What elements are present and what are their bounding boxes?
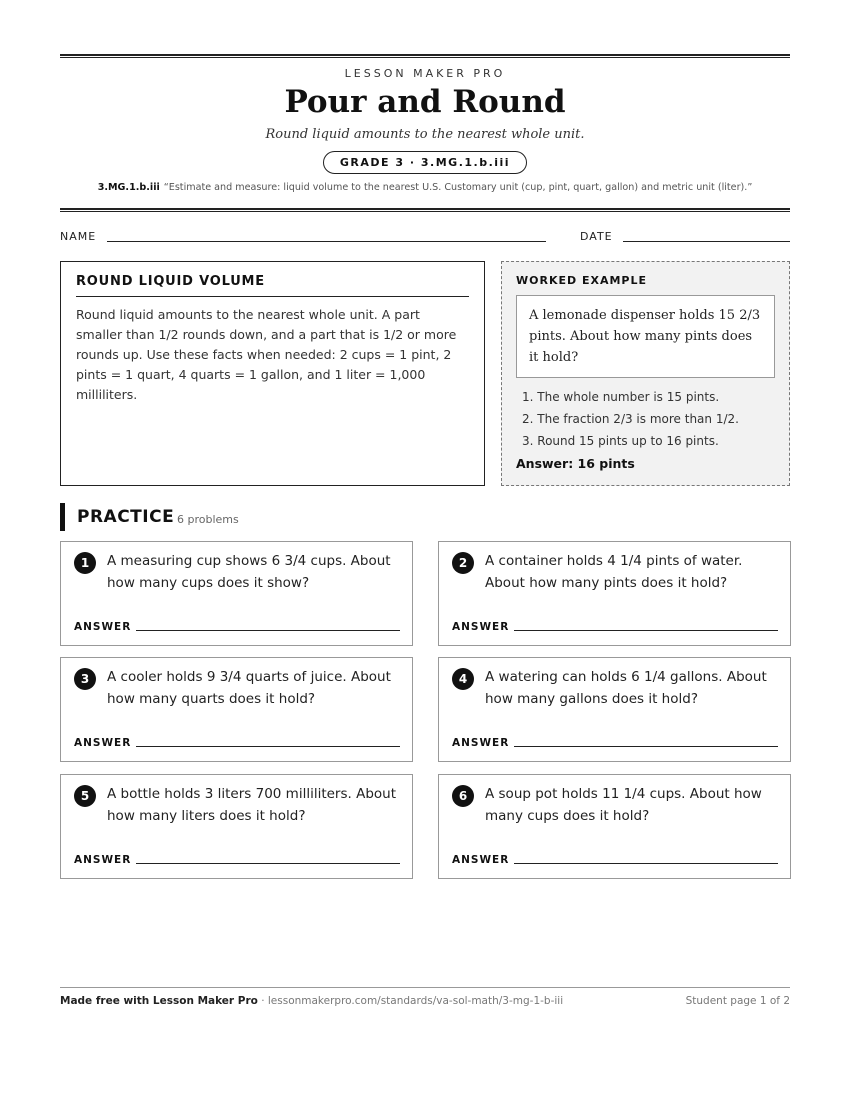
worked-example-answer: Answer: 16 pints (516, 456, 635, 471)
problem-text: A container holds 4 1/4 pints of water. About how many pints does it hold? (485, 553, 743, 591)
problem-card-6 (438, 774, 791, 879)
answer-label: ANSWER (452, 621, 510, 633)
answer-field[interactable] (514, 746, 778, 747)
worked-example-title: WORKED EXAMPLE (516, 274, 647, 287)
header-bottom-rule (60, 208, 790, 212)
date-field[interactable] (623, 241, 790, 242)
problem-card-5 (60, 774, 413, 879)
answer-field[interactable] (136, 746, 400, 747)
worked-example-steps (516, 386, 775, 452)
problem-number-badge: 2 (452, 552, 474, 574)
answer-label: ANSWER (74, 621, 132, 633)
problem-card-2 (438, 541, 791, 646)
problem-number-badge: 4 (452, 668, 474, 690)
footer-made-with: Made free with Lesson Maker Pro (60, 995, 258, 1007)
page-subtitle: Round liquid amounts to the nearest whole unit. (265, 127, 585, 142)
problem-number-badge: 1 (74, 552, 96, 574)
concept-title: ROUND LIQUID VOLUME (76, 274, 469, 297)
standard-code: 3.MG.1.b.iii (97, 182, 160, 193)
worked-step: 2. The fraction 2/3 is more than 1/2. (522, 412, 739, 426)
problem-number-badge: 3 (74, 668, 96, 690)
problem-text: A soup pot holds 11 1/4 cups. About how many cups does it hold? (485, 786, 762, 824)
footer-rule (60, 987, 790, 988)
name-field[interactable] (107, 241, 546, 242)
worksheet-page (60, 0, 790, 1100)
grade-pill-wrapper (60, 151, 790, 174)
problem-text: A bottle holds 3 liters 700 milliliters. About how many liters does it hold? (107, 786, 396, 824)
page-title: Pour and Round (284, 84, 566, 120)
answer-label: ANSWER (74, 737, 132, 749)
footer-page-number: Student page 1 of 2 (685, 995, 790, 1007)
answer-field[interactable] (514, 863, 778, 864)
date-label: DATE (580, 230, 613, 243)
header-top-rule (60, 54, 790, 58)
standard-text: “Estimate and measure: liquid volume to the nearest U.S. Customary unit (cup, pint, quart, gallon) and metric unit (liter).” (163, 182, 753, 193)
answer-label: ANSWER (452, 737, 510, 749)
answer-label: ANSWER (452, 854, 510, 866)
worked-step: 3. Round 15 pints up to 16 pints. (522, 434, 719, 448)
worked-example-box (501, 261, 790, 486)
grade-standard-badge: GRADE 3 · 3.MG.1.b.iii (323, 151, 527, 174)
name-date-row (60, 230, 790, 246)
practice-accent-bar (60, 503, 65, 531)
concept-box (60, 261, 485, 486)
answer-field[interactable] (136, 863, 400, 864)
concept-body: Round liquid amounts to the nearest whole unit. A part smaller than 1/2 rounds down, and a part that is 1/2 or more rounds up. Use these facts when needed: 2 cups = 1 pint, 2 pints = 1 quart, 4 quarts = 1 gallon, and 1 liter = 1,000 milliliters. (76, 307, 457, 402)
brand-name: LESSON MAKER PRO (344, 67, 506, 80)
worked-example-question: A lemonade dispenser holds 15 2/3 pints. About how many pints does it hold? (516, 295, 775, 378)
worked-step: 1. The whole number is 15 pints. (522, 390, 720, 404)
practice-count: 6 problems (177, 513, 239, 526)
problem-text: A measuring cup shows 6 3/4 cups. About how many cups does it show? (107, 553, 391, 591)
problem-text: A cooler holds 9 3/4 quarts of juice. About how many quarts does it hold? (107, 669, 391, 707)
problem-text: A watering can holds 6 1/4 gallons. About how many gallons does it hold? (485, 669, 767, 707)
answer-field[interactable] (136, 630, 400, 631)
problem-number-badge: 6 (452, 785, 474, 807)
footer-url[interactable]: · lessonmakerpro.com/standards/va-sol-math/3-mg-1-b-iii (257, 995, 564, 1007)
name-label: NAME (60, 230, 97, 243)
problem-card-1 (60, 541, 413, 646)
footer-credit (60, 995, 563, 1007)
answer-label: ANSWER (74, 854, 132, 866)
problem-card-3 (60, 657, 413, 762)
practice-title: PRACTICE (77, 507, 175, 527)
answer-field[interactable] (514, 630, 778, 631)
standard-description (60, 182, 790, 193)
problem-number-badge: 5 (74, 785, 96, 807)
problem-card-4 (438, 657, 791, 762)
